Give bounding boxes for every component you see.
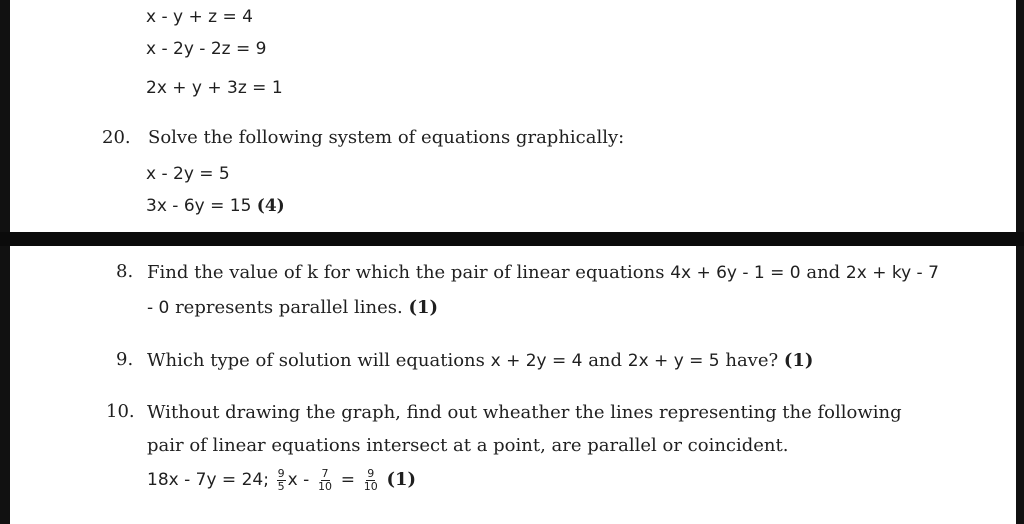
page-divider xyxy=(0,232,1024,246)
system-equation-2: x - 2y - 2z = 9 xyxy=(146,39,267,59)
question-20-equation-1: x - 2y = 5 xyxy=(146,164,230,184)
question-10-equation-b: x - xyxy=(287,470,310,490)
question-8-line-1 xyxy=(147,257,939,289)
question-20-number: 20. xyxy=(102,127,131,148)
question-8-parallel-text: represents parallel lines. xyxy=(169,297,409,318)
question-8-text: Find the value of k for which the pair of linear equations xyxy=(147,262,671,283)
question-9-marks: (1) xyxy=(783,350,814,371)
fraction-nine-tenths xyxy=(363,468,379,493)
fraction-3-denominator: 10 xyxy=(363,479,378,493)
system-equation-1: x - y + z = 4 xyxy=(146,7,253,27)
question-10-equation-a: 18x - 7y = 24; xyxy=(147,470,269,490)
fraction-nine-fifths xyxy=(277,468,286,493)
question-8-equation-tail: - 0 xyxy=(147,298,170,318)
question-9-and: and xyxy=(582,350,628,371)
question-9-number: 9. xyxy=(116,349,134,370)
question-20-marks: (4) xyxy=(256,196,285,216)
question-10-equation-line xyxy=(147,464,416,496)
fraction-2-numerator: 7 xyxy=(321,466,329,480)
question-9-equation-2: 2x + y = 5 xyxy=(627,351,720,371)
fraction-2-denominator: 10 xyxy=(318,479,332,493)
cropped-next-question-line xyxy=(70,514,930,524)
left-border xyxy=(0,0,10,524)
fraction-1-denominator: 5 xyxy=(277,479,285,493)
bottom-worksheet-section xyxy=(10,246,1016,524)
fraction-1-numerator: 9 xyxy=(277,466,285,480)
question-20-text: Solve the following system of equations graphically: xyxy=(148,127,625,148)
question-20-equation-2: 3x - 6y = 15 xyxy=(146,196,252,216)
question-8-line-2 xyxy=(147,292,438,324)
question-9-text-b: have? xyxy=(719,350,784,371)
question-9-equation-1: x + 2y = 4 xyxy=(490,351,583,371)
question-8-marks: (1) xyxy=(408,297,439,318)
question-10-number: 10. xyxy=(106,401,135,422)
fraction-seven-tenths xyxy=(317,468,333,493)
question-9-line xyxy=(147,345,813,377)
question-10-equals: = xyxy=(340,470,355,490)
question-8-equation-2: 2x + ky - 7 xyxy=(845,263,939,283)
question-10-line-2: pair of linear equations intersect at a point, are parallel or coincident. xyxy=(147,435,789,456)
question-9-text-a: Which type of solution will equations xyxy=(147,350,491,371)
system-equation-3: 2x + y + 3z = 1 xyxy=(146,78,283,98)
top-worksheet-section xyxy=(10,0,1016,232)
question-8-equation-1: 4x + 6y - 1 = 0 xyxy=(670,263,801,283)
question-8-and: and xyxy=(800,262,846,283)
question-10-marks: (1) xyxy=(386,469,417,490)
fraction-3-numerator: 9 xyxy=(367,466,375,480)
question-10-line-1: Without drawing the graph, find out wheather the lines representing the following xyxy=(147,402,902,423)
question-20-equation-2-line xyxy=(146,195,285,217)
question-8-number: 8. xyxy=(116,261,134,282)
right-border xyxy=(1016,0,1024,524)
